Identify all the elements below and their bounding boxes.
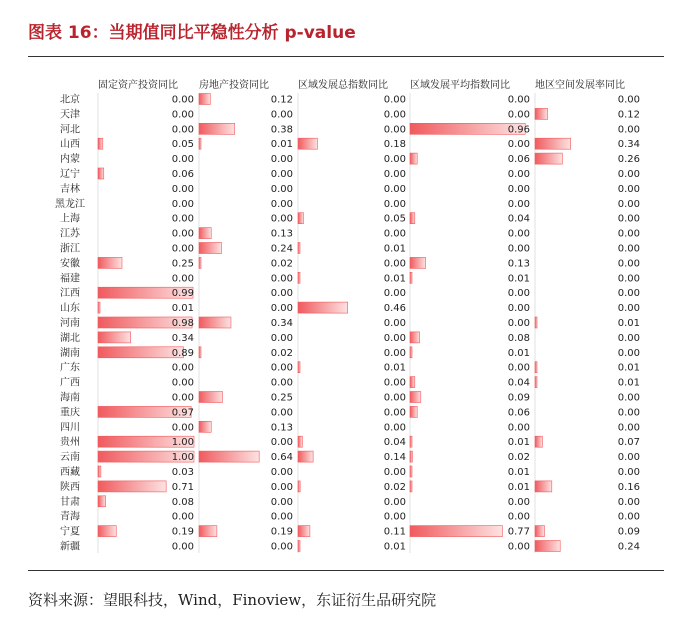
value-label: 0.00 bbox=[383, 467, 406, 478]
value-label: 0.00 bbox=[383, 392, 406, 404]
value-label: 0.06 bbox=[507, 407, 530, 419]
value-label: 0.00 bbox=[270, 273, 293, 285]
value-label: 0.64 bbox=[270, 452, 293, 464]
row-label: 贵州 bbox=[60, 437, 80, 449]
row-label: 内蒙 bbox=[60, 154, 80, 166]
value-label: 0.00 bbox=[507, 511, 530, 523]
value-label: 1.00 bbox=[171, 437, 194, 449]
bar bbox=[98, 347, 183, 358]
value-label: 0.00 bbox=[171, 511, 194, 523]
value-label: 0.00 bbox=[270, 496, 293, 508]
value-label: 0.00 bbox=[617, 169, 640, 180]
column-header: 地区空间发展率同比 bbox=[535, 80, 625, 91]
bar bbox=[410, 347, 412, 358]
value-label: 0.00 bbox=[270, 154, 293, 166]
value-label: 0.00 bbox=[171, 377, 194, 389]
value-label: 0.77 bbox=[507, 526, 530, 538]
bar bbox=[199, 257, 201, 268]
value-label: 0.00 bbox=[383, 407, 406, 419]
value-label: 0.00 bbox=[617, 288, 640, 300]
bar bbox=[535, 362, 537, 373]
value-label: 0.04 bbox=[507, 377, 530, 389]
bar bbox=[410, 436, 412, 447]
row-label: 广西 bbox=[60, 377, 80, 389]
value-label: 0.00 bbox=[270, 437, 293, 449]
value-label: 0.00 bbox=[507, 362, 530, 374]
value-label: 0.00 bbox=[270, 541, 293, 553]
bar bbox=[298, 451, 313, 462]
bar bbox=[535, 153, 562, 164]
value-label: 0.05 bbox=[383, 213, 406, 225]
value-label: 0.08 bbox=[171, 496, 194, 508]
bar bbox=[98, 257, 122, 268]
value-label: 0.06 bbox=[171, 169, 194, 180]
row-label: 黑龙江 bbox=[55, 198, 85, 210]
value-label: 0.99 bbox=[171, 288, 194, 300]
value-label: 0.89 bbox=[171, 347, 194, 359]
column-header: 房地产投资同比 bbox=[199, 80, 269, 91]
row-label: 辽宁 bbox=[60, 169, 80, 180]
value-label: 0.00 bbox=[171, 109, 194, 121]
value-label: 0.01 bbox=[507, 437, 530, 449]
value-label: 0.00 bbox=[383, 183, 406, 195]
bar bbox=[98, 302, 100, 313]
value-label: 0.00 bbox=[617, 243, 640, 255]
bar bbox=[535, 526, 544, 537]
bar bbox=[298, 138, 317, 149]
value-label: 0.14 bbox=[383, 452, 406, 464]
value-label: 0.00 bbox=[617, 258, 640, 270]
value-label: 0.01 bbox=[507, 467, 530, 478]
row-label: 上海 bbox=[60, 213, 80, 225]
value-label: 0.00 bbox=[270, 169, 293, 180]
bar bbox=[410, 451, 412, 462]
value-label: 0.00 bbox=[617, 198, 640, 210]
value-label: 0.00 bbox=[383, 228, 406, 240]
bar bbox=[199, 317, 231, 328]
row-label: 安徽 bbox=[60, 258, 80, 270]
value-label: 0.01 bbox=[270, 139, 293, 151]
chart-title: 图表 16：当期值同比平稳性分析 p-value bbox=[28, 23, 356, 43]
value-label: 0.18 bbox=[383, 139, 406, 151]
value-label: 0.00 bbox=[383, 422, 406, 434]
value-label: 0.00 bbox=[507, 109, 530, 121]
bar bbox=[98, 332, 131, 343]
value-label: 0.00 bbox=[507, 422, 530, 434]
value-label: 0.00 bbox=[383, 94, 406, 106]
value-label: 0.01 bbox=[617, 362, 640, 374]
value-label: 0.24 bbox=[270, 243, 293, 255]
value-label: 0.13 bbox=[270, 422, 293, 434]
value-label: 0.00 bbox=[171, 392, 194, 404]
value-label: 0.12 bbox=[617, 109, 640, 121]
value-label: 0.26 bbox=[617, 154, 640, 166]
row-label: 新疆 bbox=[60, 541, 80, 553]
bar bbox=[410, 392, 421, 403]
bar bbox=[535, 317, 537, 328]
bar bbox=[535, 481, 552, 492]
bar bbox=[199, 526, 217, 537]
bar bbox=[298, 302, 348, 313]
row-label: 甘肃 bbox=[60, 496, 80, 508]
value-label: 0.46 bbox=[383, 303, 406, 315]
value-label: 0.00 bbox=[507, 228, 530, 240]
row-label: 山东 bbox=[60, 303, 80, 315]
value-label: 0.00 bbox=[617, 303, 640, 315]
value-label: 0.00 bbox=[270, 467, 293, 478]
row-label: 河南 bbox=[60, 318, 80, 329]
value-label: 0.09 bbox=[617, 526, 640, 538]
bar bbox=[199, 94, 210, 105]
value-label: 0.00 bbox=[383, 511, 406, 523]
bar bbox=[298, 272, 300, 283]
value-label: 0.00 bbox=[270, 377, 293, 389]
value-label: 0.00 bbox=[617, 183, 640, 195]
value-label: 0.03 bbox=[171, 467, 194, 478]
value-label: 0.00 bbox=[617, 347, 640, 359]
row-label: 四川 bbox=[60, 422, 80, 434]
value-label: 0.00 bbox=[383, 258, 406, 270]
value-label: 0.02 bbox=[270, 347, 293, 359]
bar bbox=[98, 466, 101, 477]
bar bbox=[98, 496, 106, 507]
bar bbox=[199, 123, 235, 134]
value-label: 0.16 bbox=[617, 481, 640, 493]
value-label: 0.00 bbox=[507, 288, 530, 300]
value-label: 0.00 bbox=[507, 243, 530, 255]
value-label: 0.01 bbox=[383, 362, 406, 374]
row-label: 青海 bbox=[60, 511, 80, 523]
bar bbox=[410, 153, 417, 164]
value-label: 0.00 bbox=[171, 228, 194, 240]
bar bbox=[199, 421, 211, 432]
value-label: 0.00 bbox=[617, 511, 640, 523]
value-label: 0.00 bbox=[507, 303, 530, 315]
value-label: 0.00 bbox=[270, 332, 293, 344]
value-label: 0.24 bbox=[617, 541, 640, 553]
row-label: 浙江 bbox=[60, 243, 80, 255]
bar bbox=[298, 541, 300, 552]
value-label: 0.13 bbox=[270, 228, 293, 240]
value-label: 0.00 bbox=[171, 198, 194, 210]
row-label: 天津 bbox=[60, 109, 80, 121]
bar bbox=[410, 466, 412, 477]
row-label: 海南 bbox=[60, 392, 80, 404]
value-label: 0.00 bbox=[507, 183, 530, 195]
value-label: 0.00 bbox=[507, 94, 530, 106]
value-label: 0.01 bbox=[383, 243, 406, 255]
value-label: 0.00 bbox=[270, 303, 293, 315]
value-label: 0.00 bbox=[270, 109, 293, 121]
value-label: 0.00 bbox=[383, 198, 406, 210]
bar bbox=[535, 138, 571, 149]
bar bbox=[535, 377, 537, 388]
bar bbox=[298, 436, 302, 447]
value-label: 0.01 bbox=[507, 347, 530, 359]
bar bbox=[410, 213, 415, 224]
value-label: 0.00 bbox=[617, 124, 640, 136]
value-label: 0.00 bbox=[617, 273, 640, 285]
value-label: 0.34 bbox=[617, 139, 640, 151]
row-label: 湖北 bbox=[60, 332, 80, 344]
value-label: 0.00 bbox=[507, 496, 530, 508]
value-label: 0.00 bbox=[383, 109, 406, 121]
bar bbox=[298, 213, 303, 224]
value-label: 0.00 bbox=[383, 124, 406, 136]
row-label: 江苏 bbox=[60, 228, 80, 240]
value-label: 0.19 bbox=[270, 526, 293, 538]
value-label: 0.07 bbox=[617, 437, 640, 449]
bar bbox=[199, 392, 223, 403]
value-label: 0.25 bbox=[171, 258, 194, 270]
column-header: 固定资产投资同比 bbox=[98, 80, 178, 91]
value-label: 0.00 bbox=[617, 407, 640, 419]
value-label: 0.00 bbox=[617, 228, 640, 240]
value-label: 0.01 bbox=[617, 377, 640, 389]
value-label: 0.01 bbox=[383, 273, 406, 285]
value-label: 0.00 bbox=[270, 511, 293, 523]
value-label: 0.34 bbox=[270, 318, 293, 329]
value-label: 0.00 bbox=[171, 243, 194, 255]
source-note: 资料来源：望眼科技，Wind，Finoview，东证衍生品研究院 bbox=[28, 591, 437, 609]
value-label: 0.00 bbox=[617, 452, 640, 464]
bar bbox=[98, 168, 104, 179]
value-label: 0.19 bbox=[171, 526, 194, 538]
bar bbox=[410, 377, 415, 388]
row-label: 山西 bbox=[60, 139, 80, 151]
value-label: 0.00 bbox=[171, 422, 194, 434]
value-label: 0.13 bbox=[507, 258, 530, 270]
column-header: 区域发展平均指数同比 bbox=[410, 80, 510, 91]
row-label: 河北 bbox=[60, 124, 80, 136]
value-label: 0.00 bbox=[171, 154, 194, 166]
value-label: 0.00 bbox=[171, 362, 194, 374]
bar bbox=[410, 406, 417, 417]
value-label: 0.00 bbox=[383, 154, 406, 166]
value-label: 0.00 bbox=[617, 467, 640, 478]
value-label: 0.01 bbox=[617, 318, 640, 329]
row-label: 吉林 bbox=[60, 183, 80, 195]
value-label: 0.08 bbox=[507, 332, 530, 344]
value-label: 0.05 bbox=[171, 139, 194, 151]
value-label: 0.00 bbox=[383, 377, 406, 389]
value-label: 1.00 bbox=[171, 452, 194, 464]
value-label: 0.00 bbox=[383, 347, 406, 359]
value-label: 0.00 bbox=[270, 407, 293, 419]
value-label: 0.00 bbox=[270, 213, 293, 225]
bar bbox=[98, 526, 116, 537]
column-header: 区域发展总指数同比 bbox=[298, 80, 388, 91]
value-label: 0.34 bbox=[171, 332, 194, 344]
value-label: 0.00 bbox=[171, 183, 194, 195]
bar bbox=[410, 332, 420, 343]
value-label: 0.00 bbox=[270, 198, 293, 210]
bar bbox=[199, 138, 201, 149]
value-label: 0.00 bbox=[270, 481, 293, 493]
value-label: 0.00 bbox=[617, 392, 640, 404]
value-label: 0.01 bbox=[507, 273, 530, 285]
value-label: 0.00 bbox=[617, 332, 640, 344]
value-label: 0.96 bbox=[507, 124, 530, 136]
value-label: 0.01 bbox=[507, 481, 530, 493]
value-label: 0.00 bbox=[383, 169, 406, 180]
value-label: 0.02 bbox=[383, 481, 406, 493]
value-label: 0.00 bbox=[383, 288, 406, 300]
row-label: 西藏 bbox=[60, 467, 80, 478]
value-label: 0.00 bbox=[171, 94, 194, 106]
bar bbox=[199, 347, 201, 358]
row-label: 湖南 bbox=[60, 347, 80, 359]
bar bbox=[298, 362, 300, 373]
bar bbox=[199, 243, 222, 254]
value-label: 0.00 bbox=[270, 183, 293, 195]
bar bbox=[410, 272, 412, 283]
footer-rule bbox=[28, 570, 664, 571]
value-label: 0.01 bbox=[383, 541, 406, 553]
value-label: 0.00 bbox=[171, 273, 194, 285]
value-label: 0.00 bbox=[617, 496, 640, 508]
value-label: 0.00 bbox=[507, 541, 530, 553]
value-label: 0.97 bbox=[171, 407, 194, 419]
value-label: 0.00 bbox=[507, 318, 530, 329]
value-label: 0.00 bbox=[383, 332, 406, 344]
value-label: 0.01 bbox=[171, 303, 194, 315]
bar bbox=[298, 243, 300, 254]
bar bbox=[98, 481, 166, 492]
value-label: 0.25 bbox=[270, 392, 293, 404]
value-label: 0.00 bbox=[383, 318, 406, 329]
bar bbox=[410, 526, 502, 537]
value-label: 0.00 bbox=[270, 362, 293, 374]
value-label: 0.38 bbox=[270, 124, 293, 136]
value-label: 0.02 bbox=[270, 258, 293, 270]
row-label: 福建 bbox=[60, 273, 80, 285]
value-label: 0.00 bbox=[171, 124, 194, 136]
bar bbox=[535, 541, 560, 552]
row-label: 云南 bbox=[60, 452, 80, 464]
value-label: 0.02 bbox=[507, 452, 530, 464]
bar bbox=[298, 526, 310, 537]
value-label: 0.00 bbox=[171, 213, 194, 225]
value-label: 0.11 bbox=[383, 526, 406, 538]
row-label: 宁夏 bbox=[60, 526, 80, 538]
value-label: 0.00 bbox=[617, 94, 640, 106]
value-label: 0.00 bbox=[171, 541, 194, 553]
row-label: 广东 bbox=[60, 362, 80, 374]
row-label: 北京 bbox=[60, 94, 80, 106]
bar bbox=[535, 108, 548, 119]
value-label: 0.04 bbox=[383, 437, 406, 449]
row-label: 重庆 bbox=[60, 407, 80, 419]
bar bbox=[199, 228, 211, 239]
value-label: 0.12 bbox=[270, 94, 293, 106]
row-label: 江西 bbox=[60, 288, 80, 300]
value-label: 0.06 bbox=[507, 154, 530, 166]
bar bbox=[535, 436, 542, 447]
row-label: 陕西 bbox=[60, 481, 80, 493]
bar bbox=[410, 481, 412, 492]
value-label: 0.00 bbox=[383, 496, 406, 508]
value-label: 0.71 bbox=[171, 481, 194, 493]
value-label: 0.00 bbox=[507, 169, 530, 180]
value-label: 0.00 bbox=[507, 198, 530, 210]
value-label: 0.09 bbox=[507, 392, 530, 404]
value-label: 0.98 bbox=[171, 318, 194, 329]
bar bbox=[199, 451, 259, 462]
value-label: 0.00 bbox=[617, 422, 640, 434]
value-label: 0.00 bbox=[507, 139, 530, 151]
bar bbox=[98, 138, 103, 149]
bar bbox=[298, 481, 300, 492]
value-label: 0.00 bbox=[617, 213, 640, 225]
bar bbox=[410, 257, 426, 268]
value-label: 0.04 bbox=[507, 213, 530, 225]
value-label: 0.00 bbox=[270, 288, 293, 300]
